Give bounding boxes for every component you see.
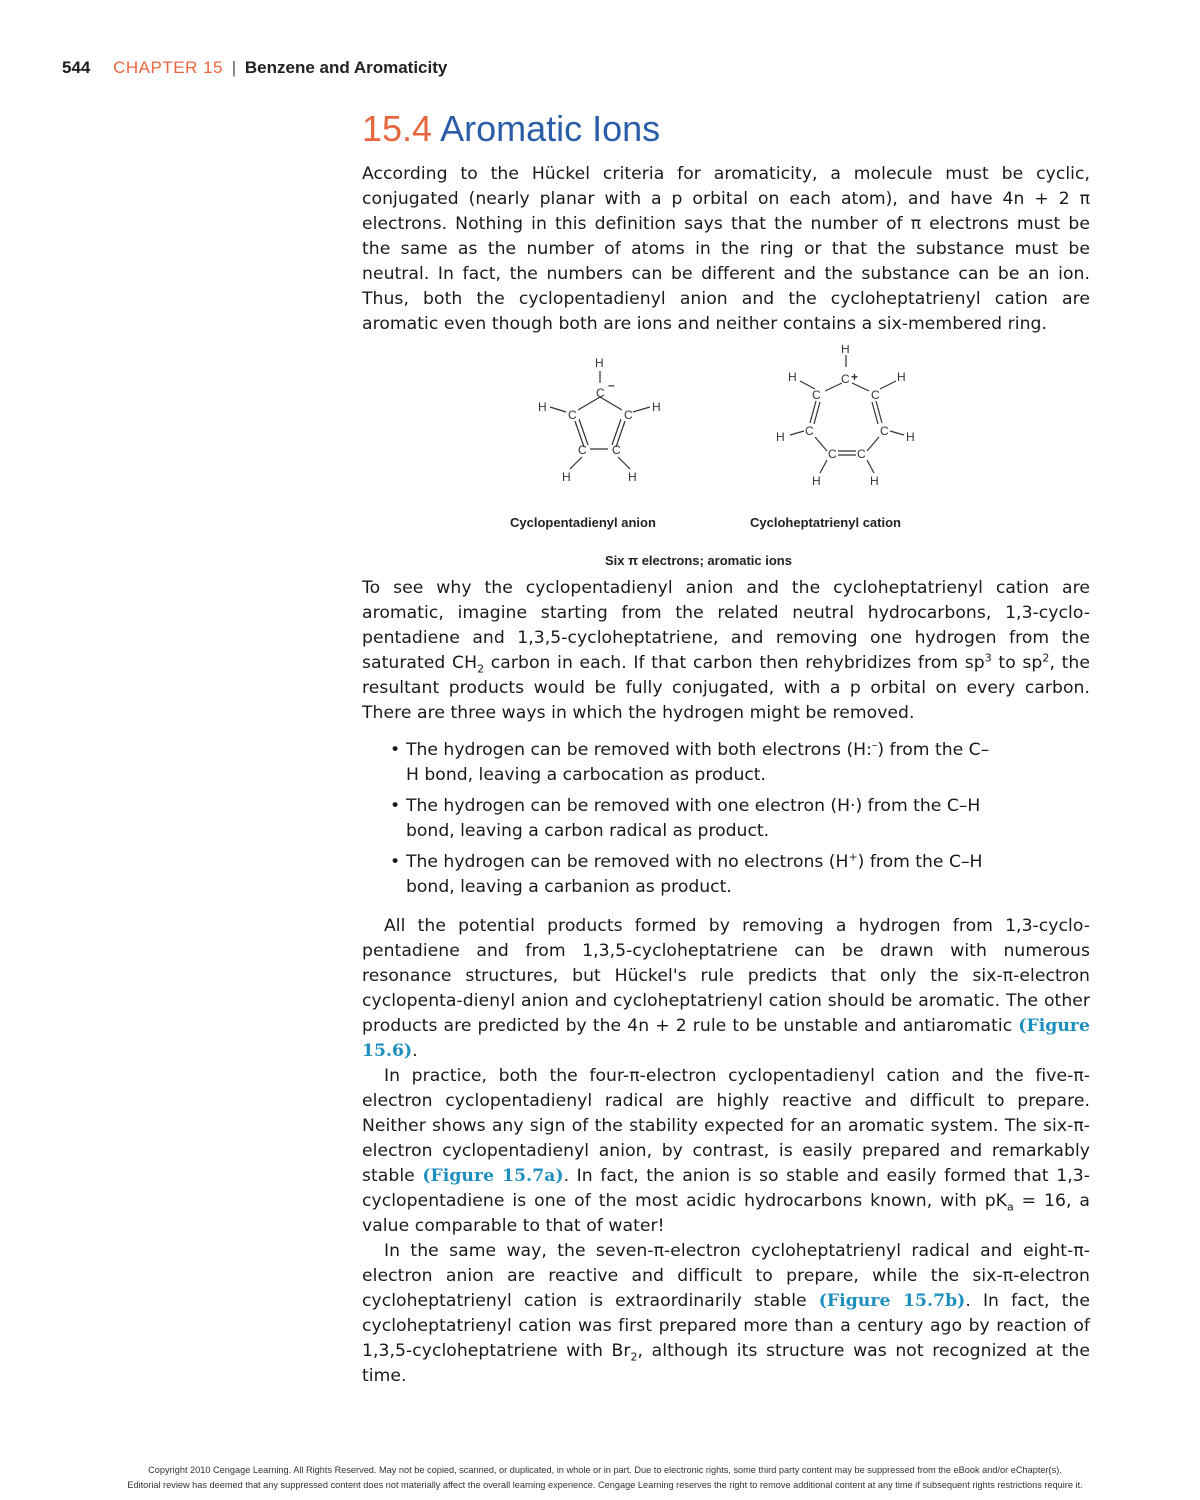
superscript: 2 [1042, 651, 1050, 665]
bullet-marker: • [390, 740, 401, 760]
text-run: ) from the C–H bond, leaving a carbocation as product. [406, 740, 990, 785]
aromatic-ions-figure [520, 345, 1020, 505]
atom-c: C [805, 424, 814, 438]
intro-paragraph-block [362, 162, 1090, 337]
subscript: 2 [630, 1350, 638, 1364]
text-run: , the resultant products would be fully conjugated, with a p orbital on every carbon. There are three ways in which the hydrogen might be removed. [362, 653, 1090, 723]
paragraph-same-way [362, 1239, 1090, 1389]
chapter-label: CHAPTER 15 [113, 58, 223, 77]
text-run: , although its structure was not recognized at the time. [362, 1341, 1090, 1386]
atom-c: C [596, 386, 605, 400]
atom-h: H [870, 474, 879, 488]
atom-c: C [624, 408, 633, 422]
atom-c: C [857, 447, 866, 461]
atom-c: C [880, 424, 889, 438]
text-run: ) from the C–H bond, leaving a carbanion as product. [406, 852, 983, 897]
atom-h: H [906, 430, 915, 444]
figure-label-left: Cyclopentadienyl anion [510, 515, 656, 530]
figure-reference-link[interactable]: (Figure 15.6) [362, 1016, 1090, 1061]
atom-h: H [841, 345, 850, 356]
atom-h: H [595, 356, 604, 370]
atom-h: H [788, 370, 797, 384]
section-title: Aromatic Ions [440, 108, 661, 149]
atom-c: C [871, 388, 880, 402]
atom-h: H [652, 400, 661, 414]
text-run: The hydrogen can be removed with no electrons (H [406, 852, 849, 872]
atom-h: H [628, 470, 637, 484]
atom-c: C [612, 443, 621, 457]
text-run: In the same way, the seven-π-electron cycloheptatrienyl radical and eight-π-electron anion are reactive and difficult to prepare, while the six-π-electron cycloheptatrienyl cation is extraordinarily stable [362, 1241, 1090, 1311]
text-run: The hydrogen can be removed with one electron (H·) from the C–H bond, leaving a carbon radical as product. [406, 796, 981, 841]
text-run: The hydrogen can be removed with both electrons (H: [406, 740, 872, 760]
section-number: 15.4 [362, 108, 433, 149]
text-run: . In fact, the anion is so stable and easily formed that 1,3-cyclopentadiene is one of the most acidic hydrocarbons known, with pK [362, 1166, 1090, 1211]
list-item [362, 738, 1002, 788]
bullet-marker: • [390, 796, 401, 816]
bullet-marker: • [390, 852, 401, 872]
anion-charge: – [608, 378, 615, 392]
bullet-list [362, 738, 1002, 900]
paragraph-in-practice [362, 1064, 1090, 1239]
paragraph-hydrogen-removal [362, 576, 1090, 726]
atom-h: H [562, 470, 571, 484]
atom-h: H [776, 430, 785, 444]
copyright-line-1: Copyright 2010 Cengage Learning. All Rights Reserved. May not be copied, scanned, or duplicated, in whole or in part. Due to electronic rights, some third party content may be suppressed from the eBook and/or eChapter(s). [148, 1465, 1062, 1475]
section-heading [362, 108, 660, 150]
cation-charge: + [851, 370, 859, 384]
atom-c: C [841, 372, 850, 386]
text-run: To see why the cyclopentadienyl anion and the cycloheptatrienyl cation are aromatic, imagine starting from the related neutral hydrocarbons, 1,3-cyclo-pentadiene and 1,3,5-cycloheptatriene, and removing one hydrogen from the saturated CH [362, 578, 1090, 673]
superscript: + [848, 850, 858, 864]
atom-h: H [897, 370, 906, 384]
text-run: = 16, a value comparable to that of water! [362, 1191, 1090, 1236]
copyright-line-2: Editorial review has deemed that any suppressed content does not materially affect the overall learning experience. Cengage Learning reserves the right to remove additional content at any time if subsequent rights restrictions require it. [127, 1480, 1083, 1490]
text-run: carbon in each. If that carbon then rehybridizes from sp [484, 653, 985, 673]
paragraph-potential-products [362, 914, 1090, 1064]
text-run: to sp [991, 653, 1043, 673]
subscript: 2 [477, 662, 485, 676]
atom-c: C [578, 443, 587, 457]
text-run: . [412, 1041, 418, 1061]
list-item [362, 794, 1002, 844]
list-item [362, 850, 1002, 900]
superscript: 3 [984, 651, 992, 665]
atom-c: C [828, 447, 837, 461]
chapter-title: Benzene and Aromaticity [244, 58, 448, 77]
atom-h: H [812, 474, 821, 488]
figure-reference-link[interactable]: (Figure 15.7b) [818, 1291, 966, 1311]
text-run: In practice, both the four-π-electron cyclopentadienyl cation and the five-π-electron cyclopentadienyl radical are highly reactive and difficult to prepare. Neither shows any sign of the stability expected for an aromatic system. The six-π-electron cyclopentadienyl anion, by contrast, is easily prepared and remarkably stable [362, 1066, 1090, 1186]
subscript: a [1006, 1200, 1014, 1214]
text-run: All the potential products formed by removing a hydrogen from 1,3-cyclo-pentadiene and from 1,3,5-cycloheptatriene can be drawn with numerous resonance structures, but Hückel's rule predicts that only the six-π-electron cyclopenta-dienyl anion and cycloheptatrienyl cation should be aromatic. The other products are predicted by the 4n + 2 rule to be unstable and antiaromatic [362, 916, 1090, 1036]
figure-reference-link[interactable]: (Figure 15.7a) [422, 1166, 564, 1186]
superscript: – [871, 738, 878, 752]
figure-label-right: Cycloheptatrienyl cation [750, 515, 901, 530]
body-block [362, 576, 1090, 1389]
atom-c: C [812, 388, 821, 402]
atom-c: C [568, 408, 577, 422]
figure-caption: Six π electrons; aromatic ions [605, 553, 792, 568]
page-number: 544 [62, 58, 91, 77]
running-header [62, 58, 447, 78]
header-separator: | [231, 58, 237, 77]
atom-h: H [538, 400, 547, 414]
text-run: . In fact, the cycloheptatrienyl cation was first prepared more than a century ago by reaction of 1,3,5-cycloheptatriene with Br [362, 1291, 1090, 1361]
intro-paragraph: According to the Hückel criteria for aromaticity, a molecule must be cyclic, conjugated (nearly planar with a p orbital on each atom), and have 4n + 2 π electrons. Nothing in this definition says that the number of π electrons must be the same as the number of atoms in the ring or that the substance must be neutral. In fact, the numbers can be different and the substance can be an ion. Thus, both the cyclopentadienyl anion and the cycloheptatrienyl cation are aromatic even though both are ions and neither contains a six-membered ring. [362, 164, 1090, 334]
